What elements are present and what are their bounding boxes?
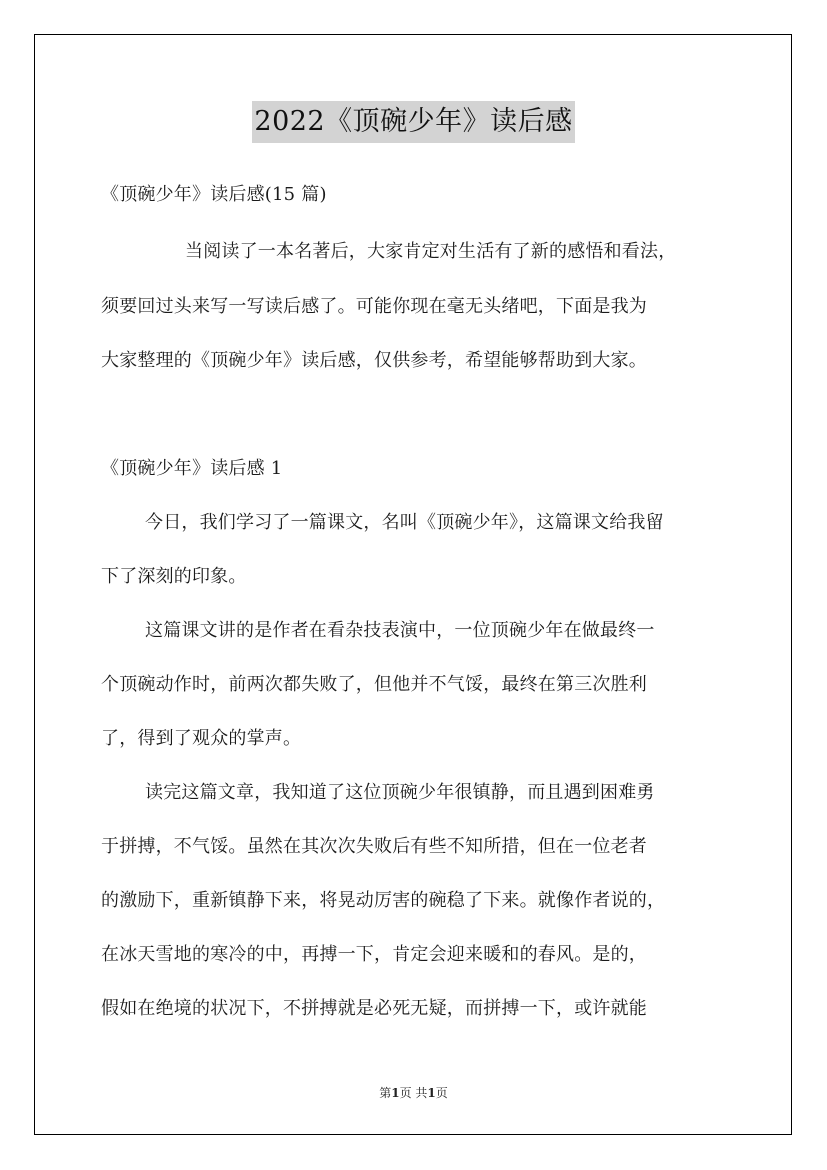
body-line-6: 读完这篇文章，我知道了这位顶碗少年很镇静，而且遇到困难勇 — [145, 782, 655, 803]
intro-line-1: 当阅读了一本名著后，大家肯定对生活有了新的感悟和看法， — [185, 241, 677, 262]
document-title: 2022《顶碗少年》读后感 — [252, 101, 574, 143]
body-line-5: 了，得到了观众的掌声。 — [101, 728, 302, 749]
body-line-1: 今日，我们学习了一篇课文，名叫《顶碗少年》，这篇课文给我留 — [145, 512, 664, 533]
title-container — [0, 101, 827, 143]
footer-page-number: 1 — [391, 1086, 400, 1100]
intro-line-3: 大家整理的《顶碗少年》读后感，仅供参考，希望能够帮助到大家。 — [101, 350, 647, 371]
footer-page-total: 1 — [427, 1086, 436, 1100]
body-line-3: 这篇课文讲的是作者在看杂技表演中，一位顶碗少年在做最终一 — [145, 620, 655, 641]
body-line-8: 的激励下，重新镇静下来，将晃动厉害的碗稳了下来。就像作者说的， — [101, 890, 666, 911]
body-line-2: 下了深刻的印象。 — [101, 566, 247, 587]
intro-line-2: 须要回过头来写一写读后感了。可能你现在毫无头绪吧，下面是我为 — [101, 296, 647, 317]
body-line-4: 个顶碗动作时，前两次都失败了，但他并不气馁，最终在第三次胜利 — [101, 674, 647, 695]
footer-mid: 页 共 — [399, 1086, 428, 1100]
footer-prefix: 第 — [379, 1086, 392, 1100]
section-heading: 《顶碗少年》读后感 1 — [101, 458, 283, 479]
body-line-9: 在冰天雪地的寒冷的中，再搏一下，肯定会迎来暖和的春风。是的， — [101, 944, 647, 965]
document-subtitle: 《顶碗少年》读后感(15 篇) — [101, 184, 327, 205]
body-line-10: 假如在绝境的状况下，不拼搏就是必死无疑，而拼搏一下，或许就能 — [101, 998, 647, 1019]
footer-suffix: 页 — [435, 1086, 448, 1100]
body-line-7: 于拼搏，不气馁。虽然在其次次失败后有些不知所措，但在一位老者 — [101, 836, 647, 857]
page-footer — [0, 1084, 827, 1101]
